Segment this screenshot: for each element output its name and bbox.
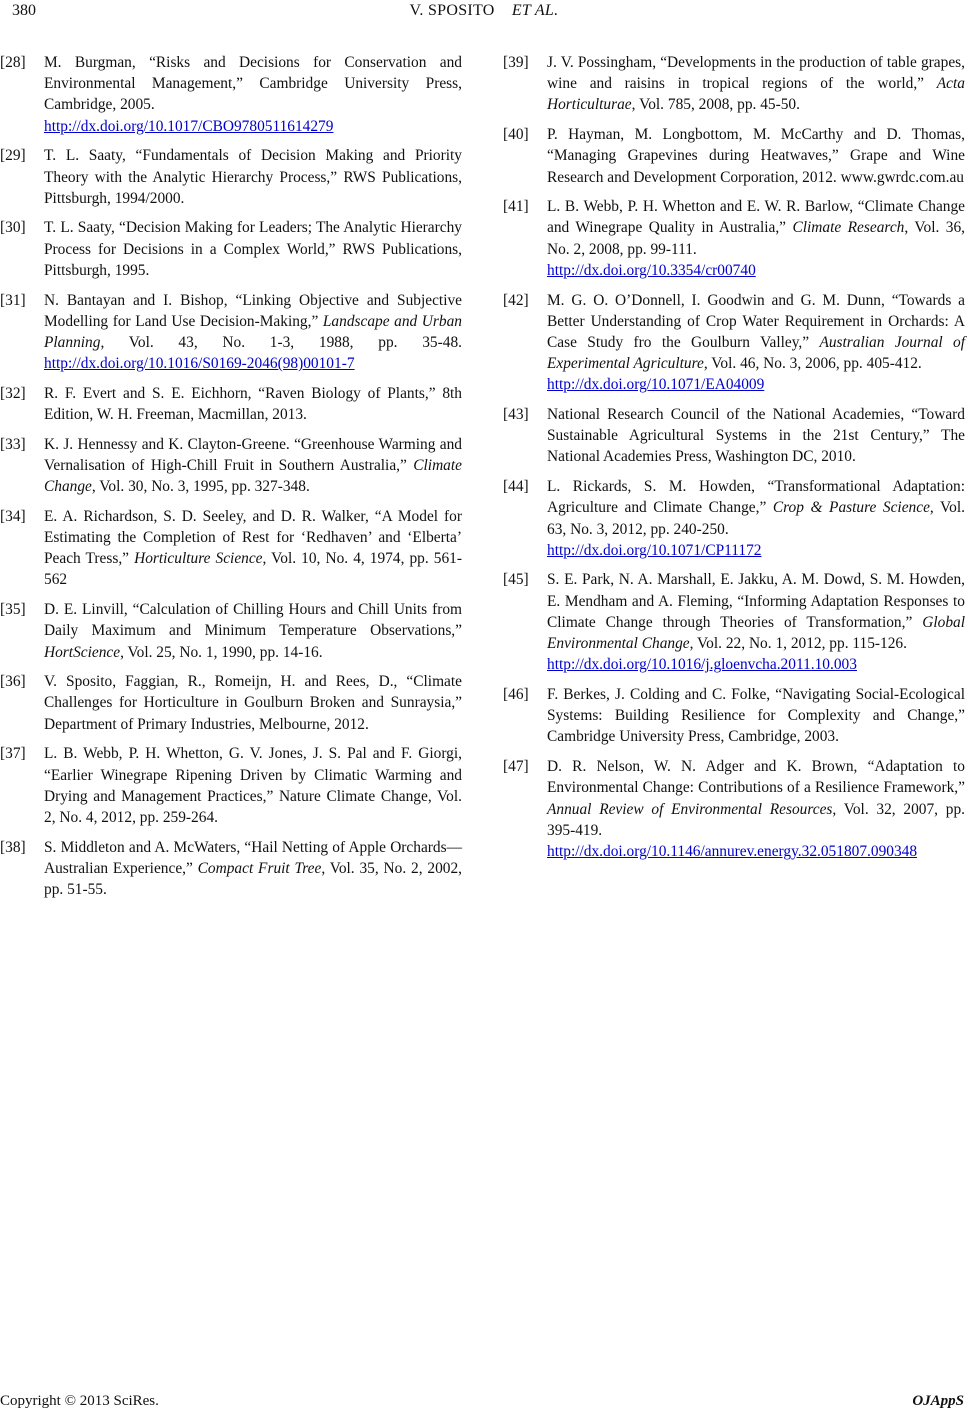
reference-item	[503, 476, 965, 561]
reference-body: T. L. Saaty, “Fundamentals of Decision Making and Priority Theory with the Analytic Hierarchy Process,” RWS Publications, Pittsburgh, 1994/2000.	[44, 147, 462, 207]
reference-item	[0, 217, 462, 281]
reference-number: [40]	[503, 126, 529, 144]
reference-journal-title: Compact Fruit Tree	[197, 859, 322, 877]
journal-abbreviation: OJAppS	[912, 1393, 964, 1409]
reference-number: [46]	[503, 685, 529, 703]
reference-journal-title: Landscape and Urban Planning	[44, 312, 462, 351]
reference-text	[547, 569, 965, 675]
reference-body: P. Hayman, M. Longbottom, M. McCarthy and D. Thomas, “Managing Grapevines during Heatwaves,” Grape and Wine Research and Development Corporation, 2012. www.gwrdc.com.au	[547, 126, 965, 186]
reference-text	[44, 743, 462, 828]
reference-journal-title: Acta Horticulturae	[547, 75, 965, 114]
reference-journal-title: Horticulture Science	[134, 550, 263, 568]
reference-details: , Vol. 35, No. 2, 2002, pp. 51-55.	[44, 859, 463, 899]
reference-item	[503, 52, 965, 116]
reference-item	[0, 743, 462, 828]
reference-text	[547, 476, 965, 561]
reference-text	[44, 671, 462, 735]
reference-body: L. B. Webb, P. H. Whetton and E. W. R. Barlow, “Climate Change and Winegrape Quality in Australia,”	[547, 198, 965, 237]
reference-number: [30]	[0, 219, 26, 237]
reference-details: , Vol. 22, No. 1, 2012, pp. 115-126.	[689, 635, 907, 653]
copyright-notice: Copyright © 2013 SciRes.	[0, 1393, 159, 1409]
reference-body: S. E. Park, N. A. Marshall, E. Jakku, A. M. Dowd, S. M. Howden, E. Mendham and A. Fleming, “Informing Adaptation Responses to Climate Change through Theories of Transformation,”	[547, 571, 965, 631]
page-header	[0, 0, 968, 24]
reference-item	[0, 506, 462, 591]
reference-details: , Vol. 36, No. 2, 2008, pp. 99-111.	[547, 219, 966, 258]
reference-text	[44, 506, 462, 591]
reference-number: [39]	[503, 54, 529, 71]
reference-number: [31]	[0, 291, 26, 309]
reference-details: , Vol. 785, 2008, pp. 45-50.	[631, 96, 800, 114]
reference-journal-title: Australian Journal of Experimental Agriculture	[547, 333, 965, 373]
reference-item	[0, 599, 462, 663]
reference-journal-title: Global Environmental Change	[547, 613, 965, 653]
reference-text	[547, 290, 965, 396]
reference-body: National Research Council of the National Academies, “Toward Sustainable Agricultural Systems in the 21st Century,” The National Academies Press, Washington DC, 2010.	[547, 406, 965, 466]
reference-item	[0, 290, 462, 375]
reference-body: E. A. Richardson, S. D. Seeley, and D. R. Walker, “A Model for Estimating the Completion of Rest for ‘Redhaven’ and ‘Elberta’ Peach Tress,”	[44, 507, 462, 568]
reference-body: D. E. Linvill, “Calculation of Chilling Hours and Chill Units from Daily Maximum and Minimum Temperature Observations,”	[44, 601, 462, 640]
reference-number: [32]	[0, 384, 26, 402]
reference-item	[503, 124, 965, 188]
reference-details: , Vol. 25, No. 1, 1990, pp. 14-16.	[120, 643, 323, 661]
reference-item	[503, 404, 965, 468]
reference-details: , Vol. 63, No. 3, 2012, pp. 240-250.	[547, 499, 965, 538]
reference-body: R. F. Evert and S. E. Eichhorn, “Raven Biology of Plants,” 8th Edition, W. H. Freeman, Macmillan, 2013.	[44, 384, 462, 424]
reference-number: [29]	[0, 147, 26, 165]
reference-item	[0, 383, 462, 425]
reference-details: , Vol. 30, No. 3, 1995, pp. 327-348.	[91, 478, 310, 496]
reference-number: [33]	[0, 435, 26, 453]
doi-link[interactable]: http://dx.doi.org/10.1071/CP11172	[547, 541, 762, 559]
reference-text	[547, 124, 965, 188]
reference-number: [38]	[0, 838, 26, 856]
reference-item	[0, 671, 462, 735]
reference-text	[44, 290, 462, 375]
reference-number: [44]	[503, 478, 529, 496]
reference-body: N. Bantayan and I. Bishop, “Linking Objective and Subjective Modelling for Land Use Decision-Making,”	[44, 291, 462, 330]
reference-number: [43]	[503, 406, 529, 424]
reference-text	[44, 837, 462, 901]
reference-details: , Vol. 32, 2007, pp. 395-419.	[547, 800, 966, 839]
reference-item	[0, 52, 462, 137]
reference-body: F. Berkes, J. Colding and C. Folke, “Navigating Social-Ecological Systems: Building Resilience for Complexity and Change,” Cambridge University Press, Cambridge, 2003.	[547, 685, 965, 746]
reference-body: J. V. Possingham, “Developments in the production of table grapes, wine and raisins in tropical regions of the world,”	[547, 54, 965, 93]
reference-item	[503, 196, 965, 281]
reference-item	[503, 684, 965, 748]
reference-journal-title: Annual Review of Environmental Resources	[547, 800, 833, 818]
reference-journal-title: Climate Research	[792, 219, 905, 237]
reference-number: [41]	[503, 198, 529, 216]
reference-text	[44, 599, 462, 663]
reference-item	[503, 569, 965, 675]
reference-body: D. R. Nelson, W. N. Adger and K. Brown, “Adaptation to Environmental Change: Contributions of a Resilience Framework,”	[547, 758, 965, 797]
reference-journal-title: Crop & Pasture Science	[772, 499, 930, 517]
reference-body: K. J. Hennessy and K. Clayton-Greene. “Greenhouse Warming and Vernalisation of High-Chill Fruit in Southern Australia,”	[44, 435, 462, 474]
reference-number: [36]	[0, 673, 26, 691]
reference-number: [45]	[503, 571, 529, 589]
reference-journal-title: HortScience	[44, 643, 121, 661]
reference-item	[0, 434, 462, 498]
reference-body: S. Middleton and A. McWaters, “Hail Netting of Apple Orchards—Australian Experience,”	[44, 838, 462, 877]
reference-body: M. G. O. O’Donnell, I. Goodwin and G. M. Dunn, “Towards a Better Understanding of Crop Water Requirement in Orchards: A Case Study fro the Goulburn Valley,”	[547, 291, 965, 351]
doi-link[interactable]: http://dx.doi.org/10.1071/EA04009	[547, 376, 765, 394]
reference-item	[0, 145, 462, 209]
reference-text	[44, 217, 462, 281]
reference-number: [35]	[0, 601, 26, 619]
reference-details: , Vol. 10, No. 4, 1974, pp. 561-562	[44, 550, 463, 589]
page-number: 380	[12, 2, 36, 19]
running-head-author: V. SPOSITO	[409, 2, 495, 19]
doi-link[interactable]: http://dx.doi.org/10.1017/CBO9780511614279	[44, 117, 334, 135]
reference-item	[503, 756, 965, 862]
reference-item	[503, 290, 965, 396]
reference-text	[547, 52, 965, 116]
reference-text	[44, 52, 462, 137]
doi-link[interactable]: http://dx.doi.org/10.1016/j.gloenvcha.2011.10.003	[547, 656, 857, 674]
references-left-column	[0, 52, 462, 909]
reference-details: , Vol. 46, No. 3, 2006, pp. 405-412.	[703, 355, 922, 373]
reference-text	[547, 404, 965, 468]
reference-number: [28]	[0, 54, 26, 71]
running-head	[0, 2, 968, 20]
reference-text	[44, 145, 462, 209]
doi-link[interactable]: http://dx.doi.org/10.1146/annurev.energy.32.051807.090348	[547, 842, 918, 860]
reference-text	[547, 684, 965, 748]
reference-item	[0, 837, 462, 901]
page-footer	[0, 1393, 968, 1414]
reference-journal-title: Climate Change	[44, 456, 462, 496]
reference-body: M. Burgman, “Risks and Decisions for Conservation and Environmental Management,” Cambridge University Press, Cambridge, 2005.	[44, 54, 462, 114]
reference-text	[547, 196, 965, 281]
reference-text	[547, 756, 965, 862]
reference-number: [34]	[0, 507, 26, 525]
reference-body: T. L. Saaty, “Decision Making for Leaders; The Analytic Hierarchy Process for Decisions in a Complex World,” RWS Publications, Pittsburgh, 1995.	[44, 219, 462, 279]
reference-number: [47]	[503, 758, 529, 776]
reference-details: , Vol. 43, No. 1-3, 1988, pp. 35-48.	[100, 333, 462, 351]
reference-body: V. Sposito, Faggian, R., Romeijn, H. and Rees, D., “Climate Challenges for Horticulture in Goulburn Broken and Sunraysia,” Department of Primary Industries, Melbourne, 2012.	[44, 673, 462, 733]
reference-body: L. B. Webb, P. H. Whetton, G. V. Jones, J. S. Pal and F. Giorgi, “Earlier Winegrape Ripening Driven by Climatic Warming and Drying and Management Practices,” Nature Climate Change, Vol. 2, No. 4, 2012, pp. 259-264.	[44, 745, 462, 826]
doi-link[interactable]: http://dx.doi.org/10.3354/cr00740	[547, 261, 756, 279]
reference-text	[44, 434, 462, 498]
doi-link[interactable]: http://dx.doi.org/10.1016/S0169-2046(98)00101-7	[44, 355, 355, 373]
reference-number: [37]	[0, 745, 26, 763]
reference-text	[44, 383, 462, 425]
reference-number: [42]	[503, 291, 529, 309]
reference-body: L. Rickards, S. M. Howden, “Transformational Adaptation: Agriculture and Climate Change,”	[547, 478, 965, 517]
references-right-column	[503, 52, 965, 871]
running-head-et-al: ET AL.	[511, 2, 559, 19]
